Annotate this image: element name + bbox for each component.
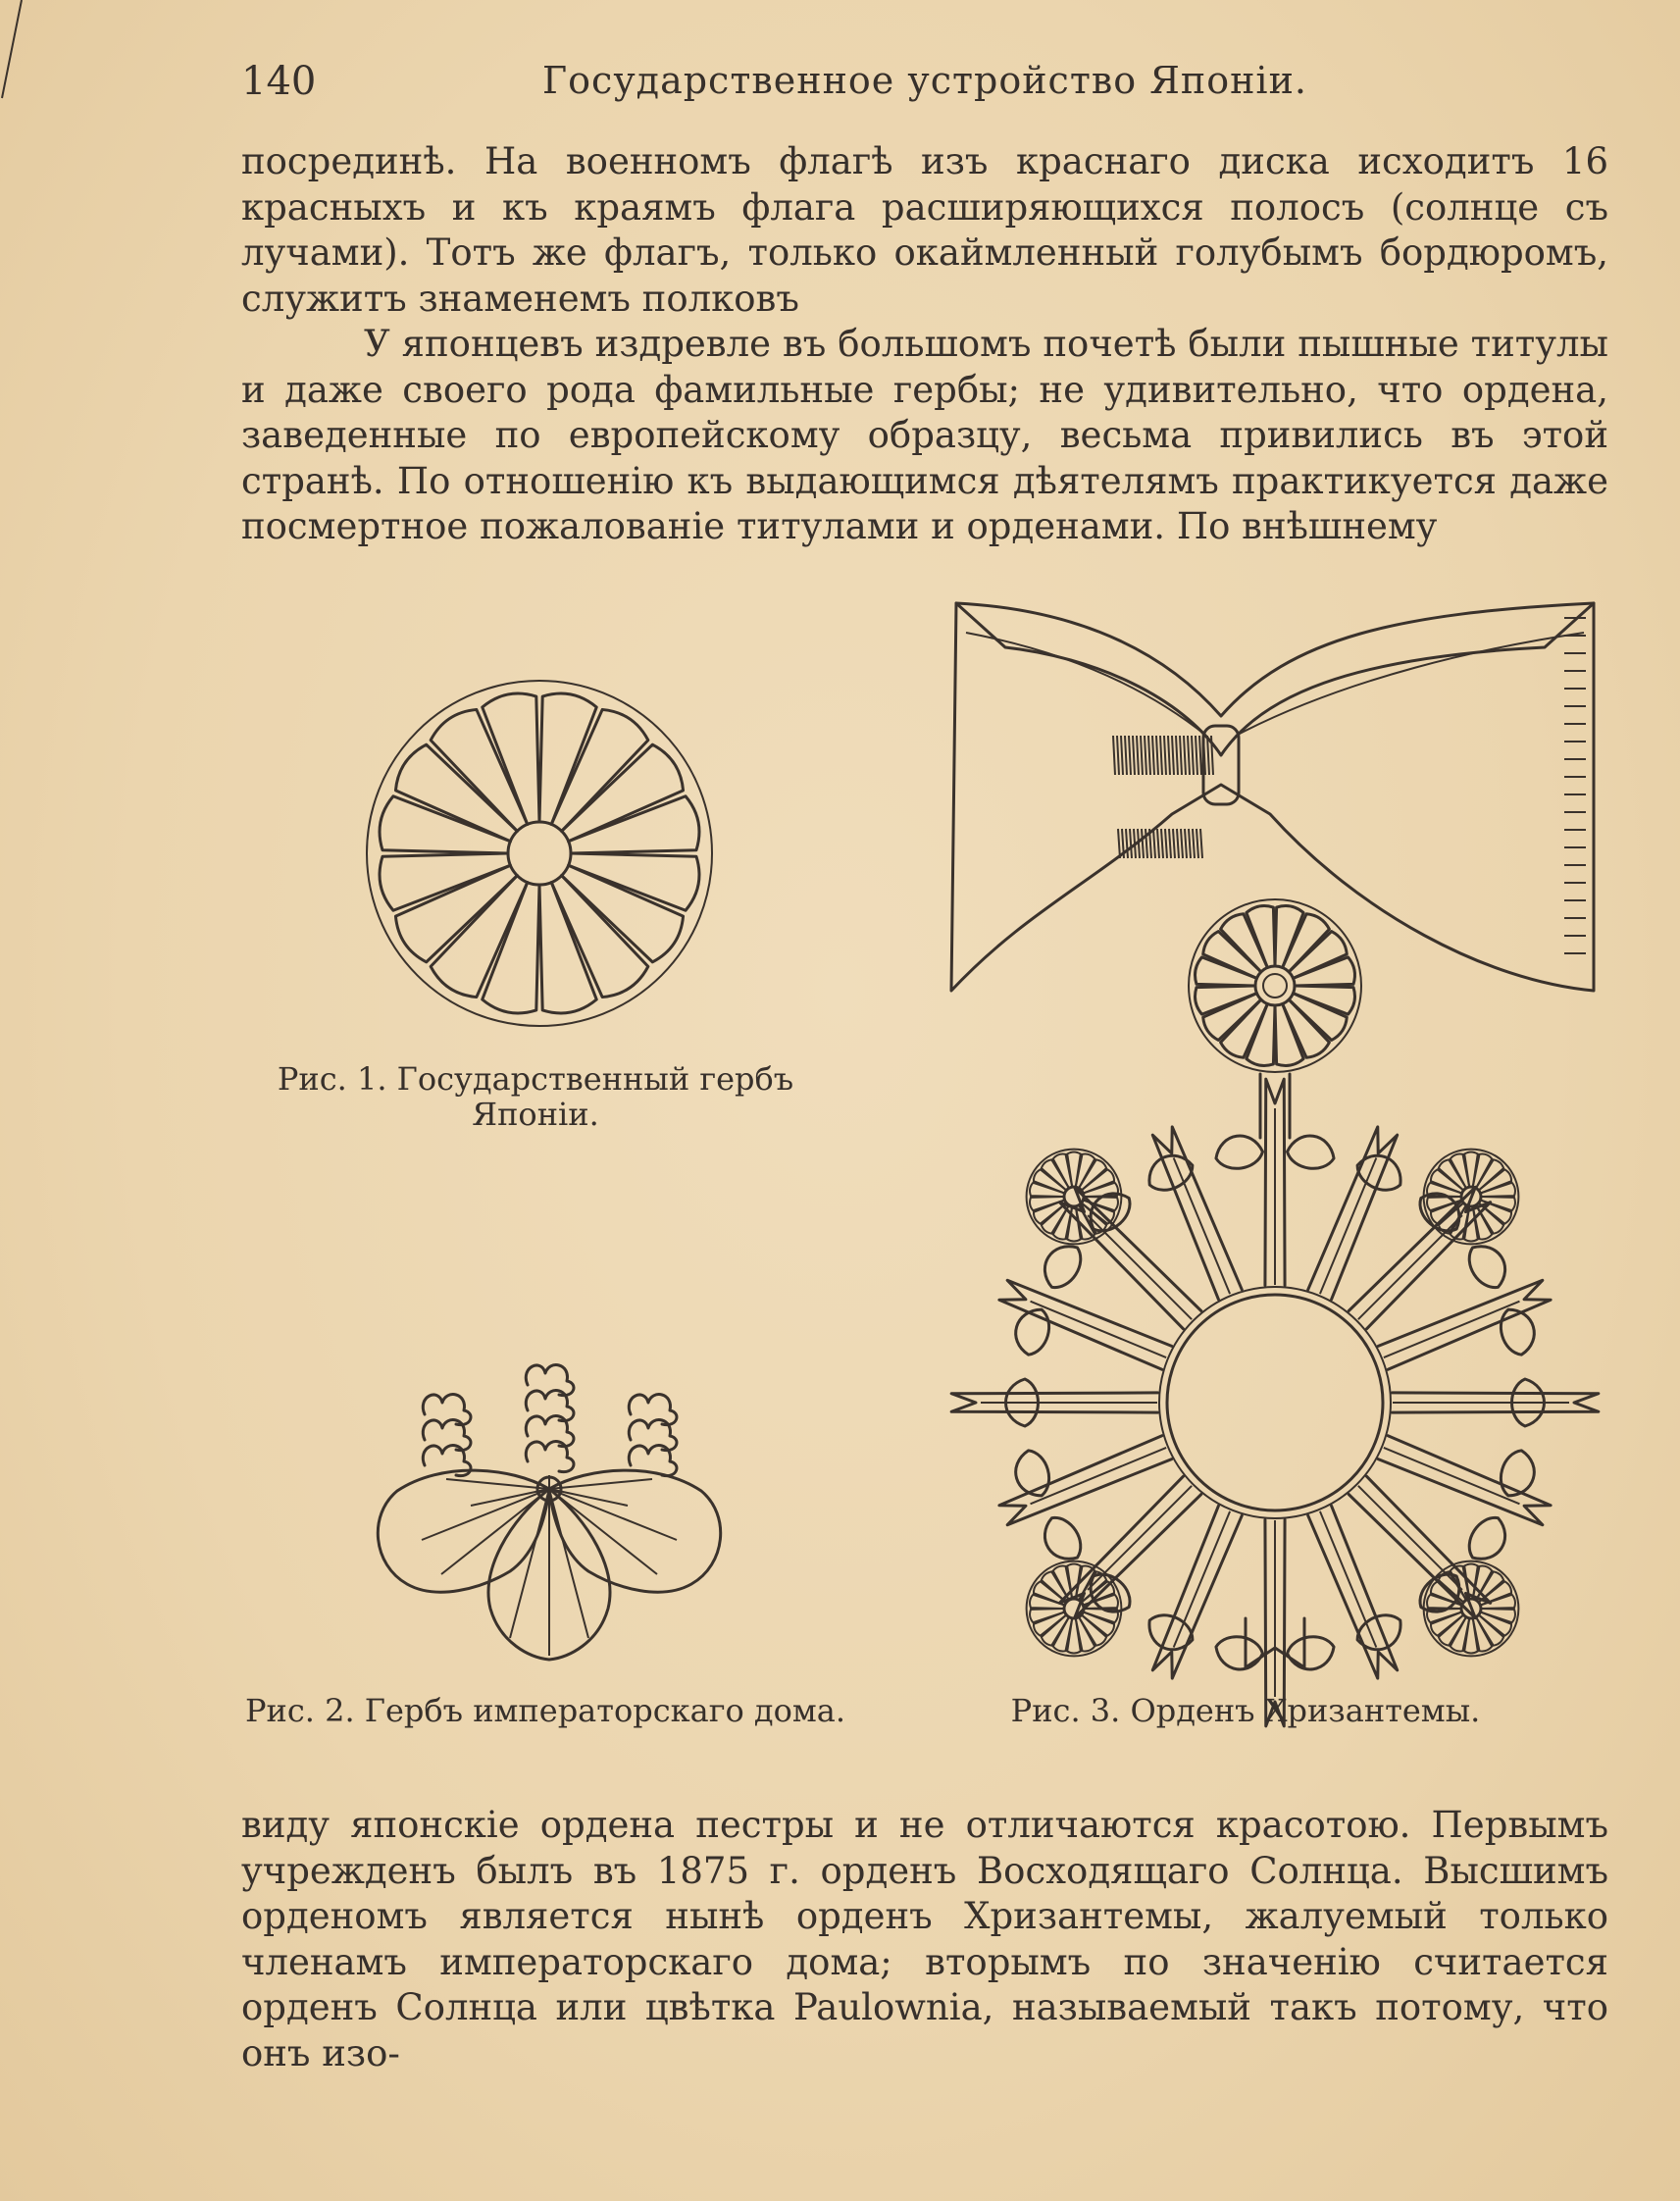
paragraph-1: посрединѣ. На военномъ флагѣ изъ краснаго диска исходитъ 16 красныхъ и къ краямъ флага расширяющихся полосъ (солнце съ лучами). Тотъ же флагъ, только окаймленный голубымъ бордюромъ, служитъ знаменемъ полковъ <box>241 140 1608 320</box>
figure-1-caption: Рис. 1. Государственный гербъ Японіи. <box>277 1060 794 1133</box>
figure-2-paulownia-crest <box>363 1344 775 1667</box>
suspension-chrysanthemum <box>1189 899 1361 1072</box>
running-title: Государственное устройство Японіи. <box>542 59 1307 102</box>
figure-3-caption: Рис. 3. Орденъ Хризантемы. <box>1010 1692 1481 1729</box>
paragraph-3: виду японскіе ордена пестры и не отличаются красотою. Первымъ учрежденъ былъ въ 1875 г. орденъ Восходящаго Солнца. Высшимъ орденомъ является нынѣ орденъ Хризантемы, жалуемый только членамъ императорскаго дома; вторымъ по значенію считается орденъ Солнца или цвѣтка Paulownia, называемый такъ потому, что онъ изо- <box>241 1804 1608 2074</box>
ribbon-bow <box>951 603 1594 991</box>
paragraph-2: У японцевъ издревле въ большомъ почетѣ были пышные титулы и даже своего рода фамильные гербы; не удивительно, что ордена, заведенные по европейскому образцу, весьма привились въ этой странѣ. По отношенію къ выдающимся дѣятелямъ практикуется даже посмертное пожалованіе титулами и орденами. По внѣшнему <box>241 323 1608 547</box>
page-number: 140 <box>241 59 317 104</box>
page-corner-mark <box>0 0 59 118</box>
figure-3-order-of-chrysanthemum <box>937 589 1604 1677</box>
badge-center-disc <box>1167 1295 1383 1510</box>
figure-1-chrysanthemum-crest <box>353 677 736 1059</box>
page-header <box>241 59 1608 108</box>
figure-2-caption: Рис. 2. Гербъ императорскаго дома. <box>244 1692 846 1729</box>
paulownia-leaves <box>378 1470 720 1660</box>
crest-center-disc <box>508 822 571 885</box>
